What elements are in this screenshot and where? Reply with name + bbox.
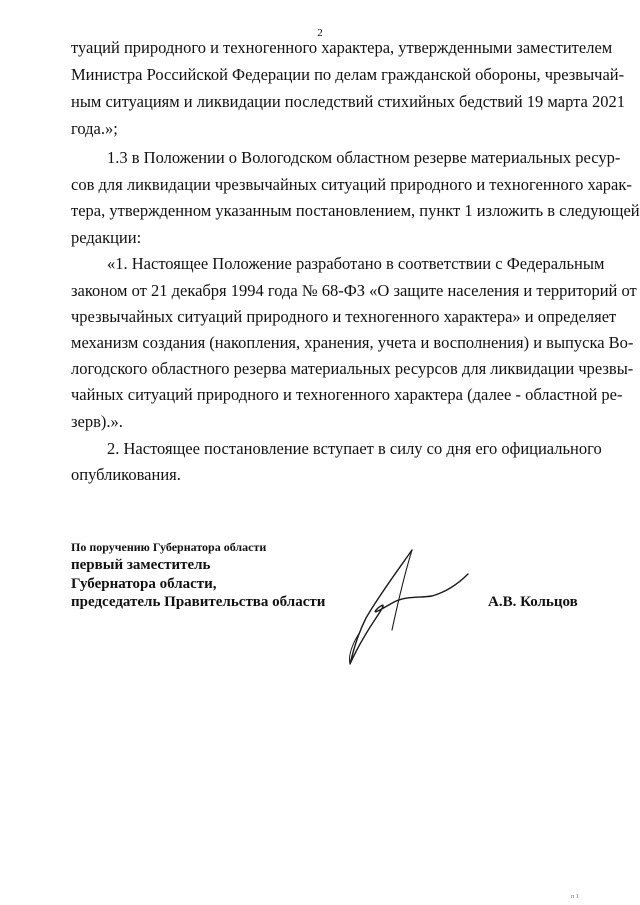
text-line: сов для ликвидации чрезвычайных ситуаций природного и техногенного харак- bbox=[71, 175, 632, 194]
text-line: редакции: bbox=[71, 228, 142, 247]
text-line: чайных ситуаций природного и техногенного характера (далее - областной ре- bbox=[71, 385, 623, 404]
text-line: логодского областного резерва материальных ресурсов для ликвидации чрезвы- bbox=[71, 359, 634, 378]
text-line: 2. Настоящее постановление вступает в силу со дня его официального bbox=[107, 439, 602, 458]
signer-position-line: первый заместитель bbox=[71, 557, 211, 573]
text-line: «1. Настоящее Положение разработано в соответствии с Федеральным bbox=[107, 254, 605, 273]
text-line: механизм создания (накопления, хранения, учета и восполнения) и выпуска Во- bbox=[71, 333, 634, 352]
text-line: Министра Российской Федерации по делам гражданской обороны, чрезвычай- bbox=[71, 65, 625, 84]
signer-name: А.В. Кольцов bbox=[488, 594, 578, 610]
text-line: законом от 21 декабря 1994 года № 68-ФЗ «О защите населения и территорий от bbox=[71, 281, 637, 300]
text-line: чрезвычайных ситуаций природного и техногенного характера» и определяет bbox=[71, 307, 617, 326]
text-line: зерв).». bbox=[71, 412, 123, 431]
text-line: туаций природного и техногенного характера, утвержденными заместителем bbox=[71, 38, 613, 57]
signer-position-line: председатель Правительства области bbox=[71, 594, 326, 610]
signature-instruction: По поручению Губернатора области bbox=[71, 540, 267, 554]
text-line: тера, утвержденном указанным постановлением, пункт 1 изложить в следующей bbox=[71, 201, 640, 220]
text-line: года.»; bbox=[71, 119, 118, 138]
text-line: ным ситуациям и ликвидации последствий стихийных бедствий 19 марта 2021 bbox=[71, 92, 625, 111]
page-number: 2 bbox=[317, 27, 323, 39]
signer-position-line: Губернатора области, bbox=[71, 576, 217, 592]
text-line: опубликования. bbox=[71, 465, 181, 484]
corner-mark: п 1 bbox=[571, 894, 579, 900]
text-line: 1.3 в Положении о Вологодском областном резерве материальных ресур- bbox=[107, 148, 621, 167]
handwritten-signature bbox=[340, 546, 490, 668]
